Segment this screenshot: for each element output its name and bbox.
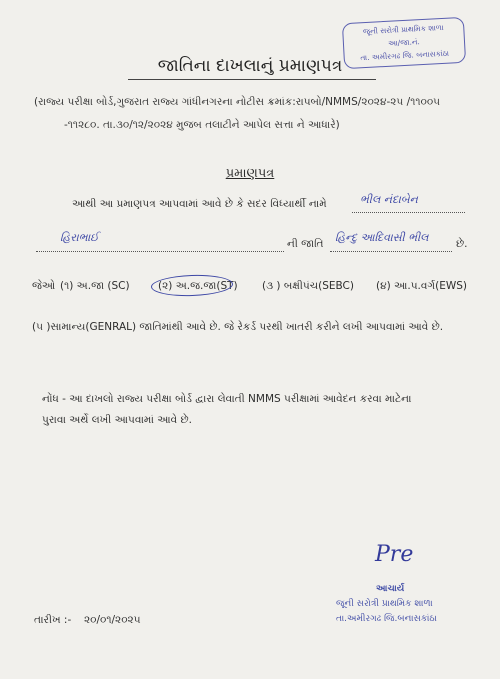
option-ews: (૪) આ.પ.વર્ગ(EWS)	[376, 280, 467, 292]
page-title: જાતિના દાખલાનું પ્રમાણપત્ર	[157, 56, 343, 76]
stamp-number: આ/જા.નં.	[387, 37, 421, 48]
note-line-2: પુરાવા અર્થે લખી આપવામાં આવે છે.	[42, 414, 192, 426]
reference-line-2: -૧૧૨૮૦. તા.૩૦/૧૨/૨૦૨૪ મુજબ તલાટીને આપેલ સત્તા ને આધારે)	[64, 119, 340, 131]
options-label: જેઓ	[32, 280, 56, 292]
stamp-school-name: જૂની સરોત્રી પ્રાથમિક શાળા	[362, 22, 444, 37]
title-underline	[128, 79, 376, 80]
general-option-text: (૫ )સામાન્ય(GENRAL) જાતિમાંથી આવે છે. જે રેકર્ડ પરથી ખાતરી કરીને લખી આપવામાં આવે છે.	[32, 321, 444, 333]
signature-title: આચાર્ય	[376, 584, 405, 594]
reference-line-1: (રાજ્ય પરીક્ષા બોર્ડ,ગુજરાત રાજ્ય ગાંધીનગરના નોટીસ ક્રમાંક:રાપબો/NMMS/૨૦૨૪-૨૫ /૧૧૦૦૫	[34, 96, 441, 108]
note-line-1: નોંધ - આ દાખલો રાજ્ય પરીક્ષા બોર્ડ દ્વારા લેવાતી NMMS પરીક્ષામાં આવેદન કરવા માટેના	[42, 393, 412, 405]
caste-suffix: છે.	[456, 238, 468, 250]
intro-text: આથી આ પ્રમાણપત્ર આપવામાં આવે છે કે સદર વિધ્યાર્થી નામે	[72, 198, 327, 210]
student-name-cont-handwritten: હિરાભાઈ	[60, 231, 99, 244]
selected-option-circle	[151, 274, 234, 298]
date-value: ૨૦/૦૧/૨૦૨૫	[84, 614, 141, 626]
option-sc: (૧) અ.જા (SC)	[60, 280, 130, 292]
student-name-handwritten: ભીલ નંદાબેન	[360, 193, 418, 206]
caste-handwritten: હિન્દુ આદિવાસી ભીલ	[335, 231, 429, 244]
date-label: તારીખ :-	[34, 614, 72, 626]
certificate-heading: પ્રમાણપત્ર	[225, 166, 275, 181]
principal-signature: Pre	[375, 542, 414, 567]
signature-place: તા.અમીરગઢ જિ.બનાસકાંઠા	[336, 614, 437, 624]
stamp-address: તા. અમીરગઢ જિ. બનાસકાંઠા	[360, 48, 450, 63]
option-sebc: (૩ ) બક્ષીપંચ(SEBC)	[262, 280, 354, 292]
signature-school: જૂની સરોત્રી પ્રાથમિક શાળા	[336, 599, 433, 609]
caste-label: ની જાતિ	[287, 238, 324, 250]
option-st: (૨) અ.જ.જા(ST)	[158, 280, 238, 292]
